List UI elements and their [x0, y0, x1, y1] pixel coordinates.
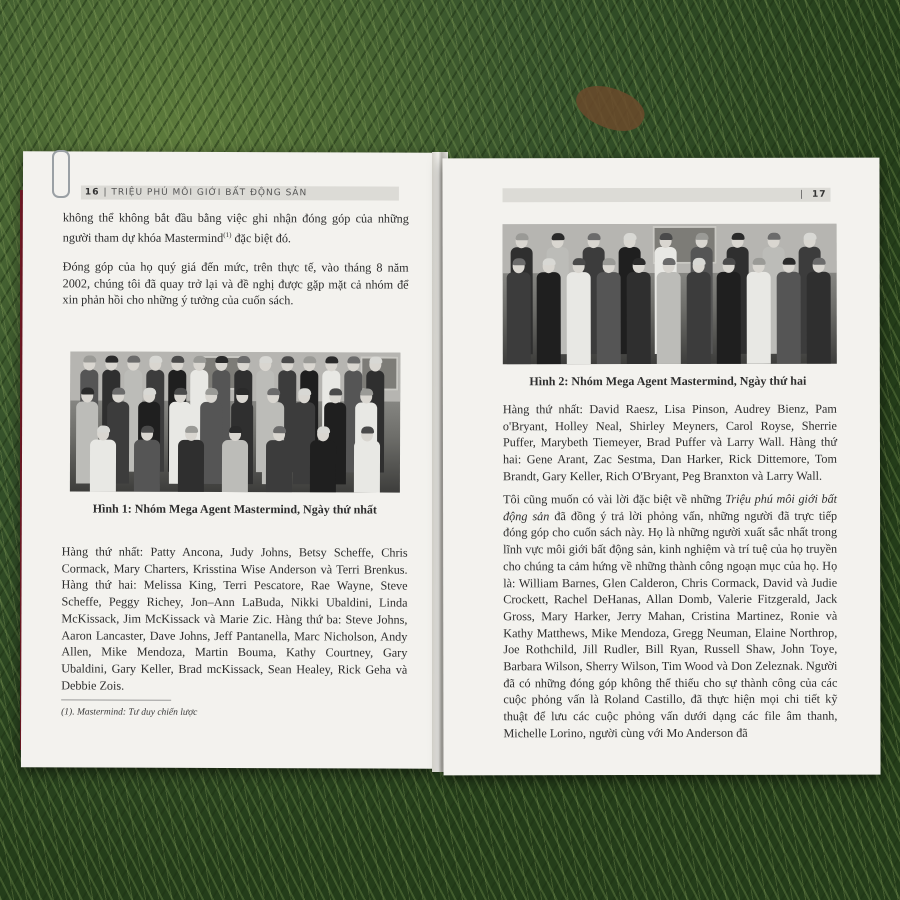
ack-text-start: Tôi cũng muốn có vài lời đặc biệt về những: [503, 491, 726, 507]
left-page: [21, 151, 439, 768]
photo-person: [777, 259, 801, 364]
photo-person: [627, 259, 651, 364]
photo-person: [537, 259, 561, 364]
paragraph-2: Đóng góp của họ quý giá đến mức, trên thực tế, vào tháng 8 năm 2002, chúng tôi đã quay trở lại và đề nghị được gặp mặt cả nhóm để xin phản hồi cho những ý tưởng của cuốn sách.: [62, 259, 409, 308]
left-page-header: 16 | TRIỆU PHÚ MÔI GIỚI BẤT ĐỘNG SẢN: [81, 185, 399, 200]
photo-person: [354, 427, 380, 492]
running-title: TRIỆU PHÚ MÔI GIỚI BẤT ĐỘNG SẢN: [111, 187, 308, 199]
figure-1-caption: Hình 1: Nhóm Mega Agent Mastermind, Ngày thứ nhất: [92, 501, 377, 517]
paper-clip: [52, 150, 70, 198]
page-number: 16: [84, 187, 100, 198]
photo-person: [747, 259, 771, 364]
photo-person: [90, 427, 116, 492]
intro-text-a: không thể không bắt đầu bằng việc ghi nhận đóng góp của những: [62, 210, 409, 226]
photo-person: [567, 259, 591, 364]
figure-2-caption: Hình 2: Nhóm Mega Agent Mastermind, Ngày thứ hai: [529, 373, 807, 389]
photo-person: [657, 259, 681, 364]
right-page: [442, 158, 880, 776]
right-page-header: | 17: [503, 188, 831, 203]
names-paragraph-1: Hàng thứ nhất: Patty Ancona, Judy Johns, Betsy Scheffe, Chris Cormack, Mary Charters, Krisstina Wise Anderson và Terri Brenkus. Hàng thứ hai: Melissa King, Terri Pescatore, Rae Wayne, Steve Scheffe, Peggy Richey, Jon–Ann LaBuda, Nikki Ubaldini, Linda McKissack, Jim McKissack và Marie Zic. Hàng thứ ba: Steve Johns, Aaron Lancaster, Dave Johns, Jeff Pantanella, Marc Nicholson, Andy Allen, Mike Mendoza, Martin Bouma, Kathy Courtney, Gary Ubaldini, Gary Keller, Brad mcKissack, Sean Healey, Rick Geha và Debbie Zois.: [61, 544, 408, 693]
intro-paragraph: [63, 209, 409, 247]
photo-person: [507, 259, 531, 364]
footnote: (1). Mastermind: Tư duy chiến lược: [61, 707, 198, 718]
photo-person: [222, 427, 248, 492]
group-photo-day-1: [70, 351, 400, 492]
names-paragraph-2: Hàng thứ nhất: David Raesz, Lisa Pinson, Audrey Bienz, Pam o'Bryant, Holley Neal, Shirley Meyners, Carol Royse, Sherrie Puffer, Marybeth Tiemeyer, Brad Puffer và Larry Wall. Hàng thứ hai: Gene Arant, Zac Sestma, Dan Harker, Rick Dittemore, Tom Brandt, Gary Keller, Rich O'Bryant, Peg Branxton và Larry Wall.: [502, 401, 837, 484]
intro-text-b: người tham dự khóa Mastermind: [62, 230, 224, 245]
photo-person: [807, 259, 831, 364]
book-title: Triệu phú môi giới bất động sản: [503, 491, 838, 523]
page-number: 17: [811, 189, 827, 200]
photo-person: [597, 259, 621, 364]
intro-text-c: đặc biệt đó.: [231, 230, 292, 245]
photo-person: [134, 427, 160, 492]
photo-person: [178, 427, 204, 492]
photo-person: [310, 427, 336, 492]
footnote-rule: [61, 699, 171, 700]
ack-text-rest: đã đồng ý trả lời phỏng vấn, những người đã trực tiếp đóng góp cho cuốn sách này. Họ là những người xuất sắc nhất trong lĩnh vực môi giới bất động sản, kinh nghiệm và trí tuệ của họ truyền cho chúng ta cảm hứng về những thành công ngoạn mục của họ. Họ là: William Barnes, Glen Calderon, Chris Cormack, David và Judie Crockett, Rachel DeHanas, Allan Domb, Valerie Fitzgerald, Jack Gross, Mary Harker, Jerry Mahan, Cristina Martinez, Ronie và Kathy Matthews, Mike Mendoza, Gregg Neuman, Elaine Northrop, Joe Rothchild, Jill Rudler, Bill Ryan, Russell Shaw, John Toye, Barbara Wilson, Sherry Wilson, Tim Wood và Don Zeleznak. Người đã có những đóng góp không thể thiếu cho sự thành công của các cuộc phỏng vấn là Roland Castillo, đã thực hiện mọi chi tiết kỹ thuật để lưu các cuộc phỏng vấn dưới dạng các file âm thanh, Michelle Lorino, người cùng với Mo Anderson đã: [503, 508, 838, 741]
photo-person: [266, 427, 292, 492]
photo-person: [717, 259, 741, 364]
photo-person: [687, 259, 711, 364]
acknowledgement-paragraph: [503, 491, 837, 742]
footnote-marker: (1): [223, 230, 232, 239]
group-photo-day-2: [503, 224, 837, 365]
